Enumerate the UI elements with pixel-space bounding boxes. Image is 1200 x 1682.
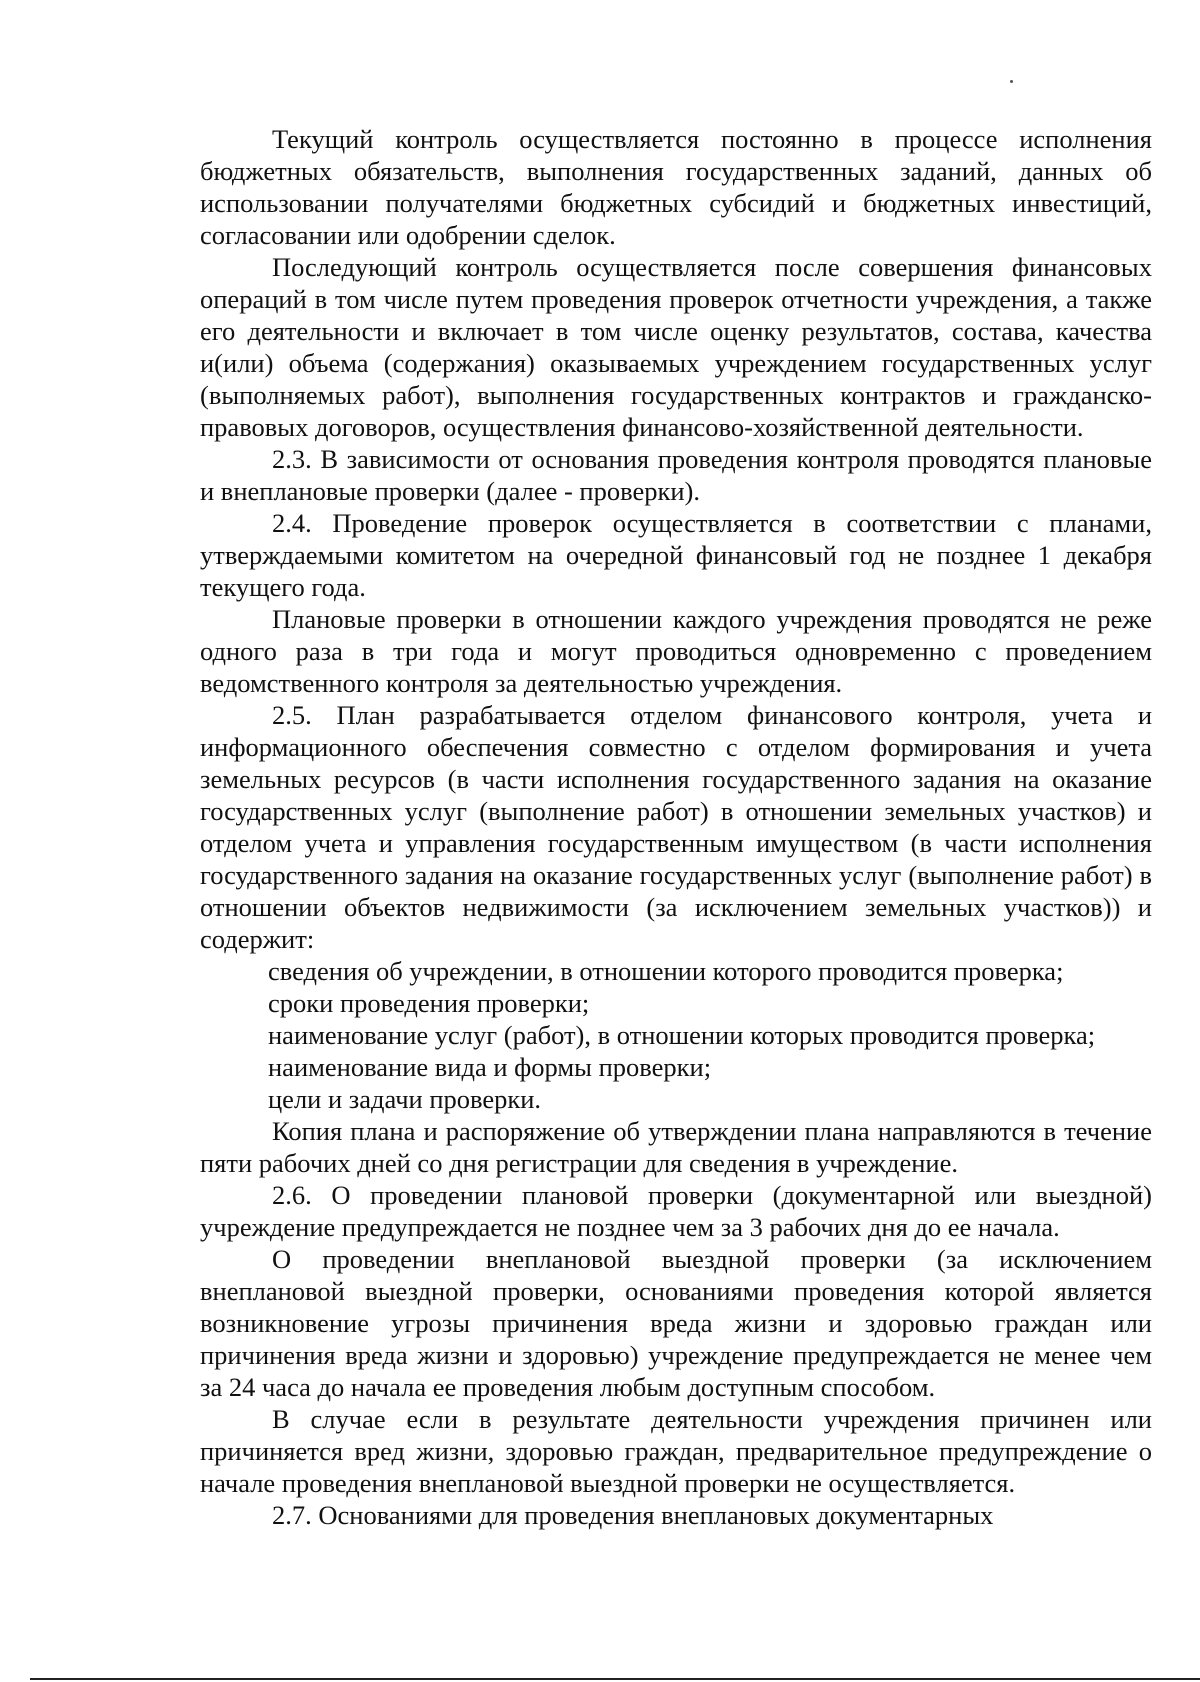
paragraph-subsequent-control: Последующий контроль осуществляется после совершения финансовых операций в том числе путем проведения проверок отчетности учреждения, а также его деятельности и включает в том числе оценку результатов, состава, качества и(или) объема (содержания) оказываемых учреждением государственных услуг (выполняемых работ), выполнения государственных контрактов и гражданско-правовых договоров, осуществления финансово-хозяйственной деятельности. [200,252,1152,442]
plan-item-institution-info: сведения об учреждении, в отношении которого проводится проверка; [268,956,1064,986]
paragraph-planned-checks: Плановые проверки в отношении каждого учреждения проводятся не реже одного раза в три года и могут проводиться одновременно с проведением ведомственного контроля за деятельностью учреждения. [200,604,1152,698]
plan-item-goals: цели и задачи проверки. [268,1084,542,1114]
document-body [200,123,1152,1531]
paragraph-unplanned-notice: О проведении внеплановой выездной проверки (за исключением внеплановой выездной проверки, основаниями проведения которой является возникновение угрозы причинения вреда жизни и здоровью граждан или причинения вреда жизни и здоровью) учреждение предупреждается не менее чем за 24 часа до начала ее проведения любым доступным способом. [200,1244,1152,1402]
paragraph-current-control: Текущий контроль осуществляется постоянно в процессе исполнения бюджетных обязательств, выполнения государственных заданий, данных об использовании получателями бюджетных субсидий и бюджетных инвестиций, согласовании или одобрении сделок. [200,124,1152,250]
plan-item-services: наименование услуг (работ), в отношении которых проводится проверка; [268,1020,1096,1050]
plan-item-type-form: наименование вида и формы проверки; [268,1052,712,1082]
paragraph-harm-case: В случае если в результате деятельности учреждения причинен или причиняется вред жизни, здоровью граждан, предварительное предупреждение о начале проведения внеплановой выездной проверки не осуществляется. [200,1404,1152,1498]
scan-speck [1010,80,1013,83]
page-bottom-edge [30,1678,1200,1680]
plan-item-dates: сроки проведения проверки; [268,988,590,1018]
paragraph-2-4: 2.4. Проведение проверок осуществляется в соответствии с планами, утверждаемыми комитетом на очередной финансовый год не позднее 1 декабря текущего года. [200,508,1152,602]
paragraph-2-6: 2.6. О проведении плановой проверки (документарной или выездной) учреждение предупреждается не позднее чем за 3 рабочих дня до ее начала. [200,1180,1152,1242]
paragraph-plan-copy: Копия плана и распоряжение об утверждении плана направляются в течение пяти рабочих дней со дня регистрации для сведения в учреждение. [200,1116,1152,1178]
paragraph-2-7: 2.7. Основаниями для проведения внеплановых документарных [272,1500,994,1530]
paragraph-2-3: 2.3. В зависимости от основания проведения контроля проводятся плановые и внеплановые проверки (далее - проверки). [200,444,1152,506]
paragraph-2-5: 2.5. План разрабатывается отделом финансового контроля, учета и информационного обеспечения совместно с отделом формирования и учета земельных ресурсов (в части исполнения государственного задания на оказание государственных услуг (выполнение работ) в отношении земельных участков) и отделом учета и управления государственным имуществом (в части исполнения государственного задания на оказание государственных услуг (выполнение работ) в отношении объектов недвижимости (за исключением земельных участков)) и содержит: [200,700,1152,954]
